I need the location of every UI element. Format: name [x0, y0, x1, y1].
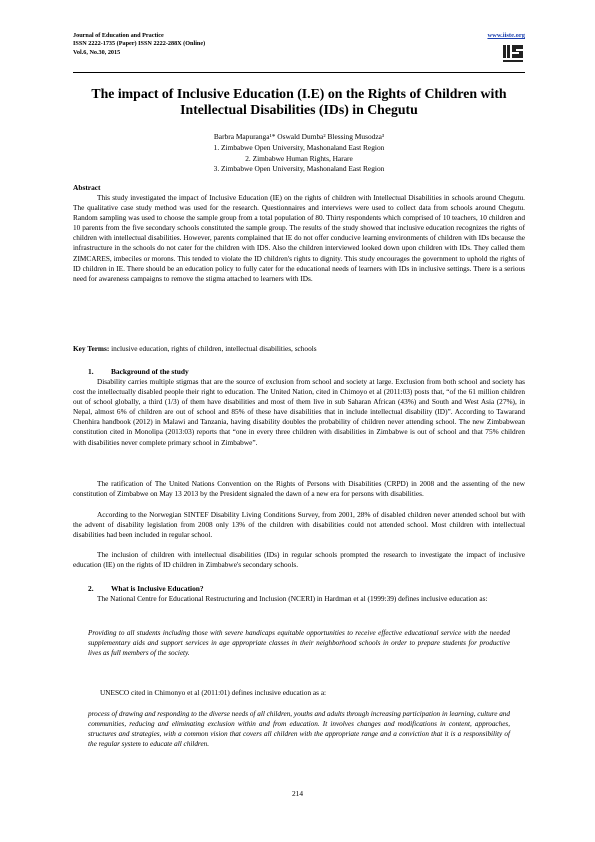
section-1-paragraph-1: Disability carries multiple stigmas that are the source of exclusion from school and society at large. Exclusion from both school and society has cost the intellectually disabled people their right to education. The United Nation, cited in Chimoyo et al (2011:03) posts that, “of the 61 million children out of school globally, a third (1/3) of them have disabilities and most of them live in sub Saharan African (43%) and South and West Asia (27%), in Nepal, almost 6% of children are out of school and 85% of these have disabilities that in include intellectual disability (ID)”. According to Tawarand Chenhira handbook (2012) in Malawi and Tanzania, having disability doubles the probability of children never attending school. The new Zimbabwean constitution cited in Monolipa (2013:03) reports that “one in every three children with disabilities in Zimbabwe is out of school and that 75% children with disabilities never complete primary school in Zimbabwe”.: [73, 377, 525, 447]
affiliation-2: 2. Zimbabwe Human Rights, Harare: [245, 153, 353, 163]
journal-header: [73, 32, 205, 57]
section-1-number: 1.: [88, 367, 94, 376]
volume-line: Vol.6, No.30, 2015: [73, 48, 121, 56]
website-link[interactable]: www.iiste.org: [487, 32, 525, 39]
section-2-number: 2.: [88, 584, 94, 593]
keywords-label: Key Terms:: [73, 344, 110, 353]
affiliation-3: 3. Zimbabwe Open University, Mashonaland East Region: [213, 164, 385, 173]
ncieri-definition-quote: Providing to all students including those with severe handicaps equitable opportunities to receive effective educational service with the needed supplementary aids and support services in age appropriate classes in their neighborhood schools in order to prepare students for productive lives as full members of the society.: [88, 629, 510, 658]
header-rule: [73, 72, 525, 73]
section-2-title: What is Inclusive Education?: [111, 584, 204, 593]
keywords: [73, 344, 525, 353]
section-1-paragraph-4: The inclusion of children with intellectual disabilities (IDs) in regular schools prompted the research to investigate the impact of inclusive education (IE) on the rights of ID children in Zimbabwe's secondary schools.: [73, 550, 525, 570]
section-1-title: Background of the study: [111, 367, 189, 376]
affiliation-1: 1. Zimbabwe Open University, Mashonaland East Region: [213, 143, 385, 152]
section-2-heading: [88, 584, 204, 593]
abstract-heading: Abstract: [73, 183, 101, 192]
unesco-definition-quote: process of drawing and responding to the diverse needs of all children, youths and adults through increasing participation in learning, culture and communities, reducing and eliminating exclusion within and from education. It involves changes and modifications in content, approaches, structures and strategies, with a common vision that covers all children with the appropriate range and a conviction that it is a responsibility of the regular system to educate all children.: [88, 710, 510, 749]
issn-line: ISSN 2222-1735 (Paper) ISSN 2222-288X (Online): [73, 40, 206, 48]
abstract-text: This study investigated the impact of Inclusive Education (IE) on the rights of children with Intellectual Disabilities in schools around Chegutu. The qualitative case study method was used for the research. Questionnaires and interviews were used to collect data from schools around Chegutu. Random sampling was used to choose the sample group from a total population of 80. Thirty respondents which comprised of 10 teachers, 10 children and 10 parents from the five secondary schools constituted the sample group. The results of the study showed that inclusive education recognizes the rights of children with intellectual disabilities. However, parents complained that IE do not offer conducive learning environments of children with IDs because the infrastructure in the schools do not cater for the children with IDS. Also the children interviewed looked down upon children with IDs. They called them ZIMCARES, imbeciles or morons. This tended to violate the ID children's rights to dignity. This study encourages the government to uphold the rights of ID children in IE. There should be an education policy to fully cater for the educational needs of learners with IDs in inclusive settings. There is a serious need for awareness campaigns to remove the stigma attached to learners with IDs.: [73, 193, 525, 283]
section-2-intro: The National Centre for Educational Restructuring and Inclusion (NCERI) in Hardman et al (1999:39) defines inclusive education as:: [97, 594, 488, 603]
keywords-text: inclusive education, rights of children, intellectual disabilities, schools: [109, 344, 317, 353]
unesco-intro: UNESCO cited in Chimonyo et al (2011:01) defines inclusive education as a:: [100, 688, 327, 697]
iiste-logo: [501, 42, 525, 64]
section-1-paragraph-3: According to the Norwegian SINTEF Disability Living Conditions Survey, from 2001, 28% of disabled children never attended school but with the advent of disability legislation from 2008 only 13% of the children with disabilities could not attended school. Most children with intellectual disabilities had been included in regular school.: [73, 510, 525, 540]
affiliations: [73, 143, 525, 175]
page-number: 214: [291, 789, 304, 798]
section-1-heading: [88, 367, 189, 376]
paper-title: The impact of Inclusive Education (I.E) on the Rights of Children with Intellectual Disabilities (IDs) in Chegutu: [91, 86, 507, 117]
section-1-paragraph-2: The ratification of The United Nations Convention on the Rights of Persons with Disabilities (CRPD) in 2008 and the assenting of the new constitution of Zimbabwe on May 13 2013 by the President signaled the dawn of a new era for persons with disabilities.: [73, 479, 525, 499]
author-list: Barbra Mapuranga¹* Oswald Dumba² Blessing Musodza³: [213, 132, 385, 141]
journal-name: Journal of Education and Practice: [73, 32, 164, 39]
